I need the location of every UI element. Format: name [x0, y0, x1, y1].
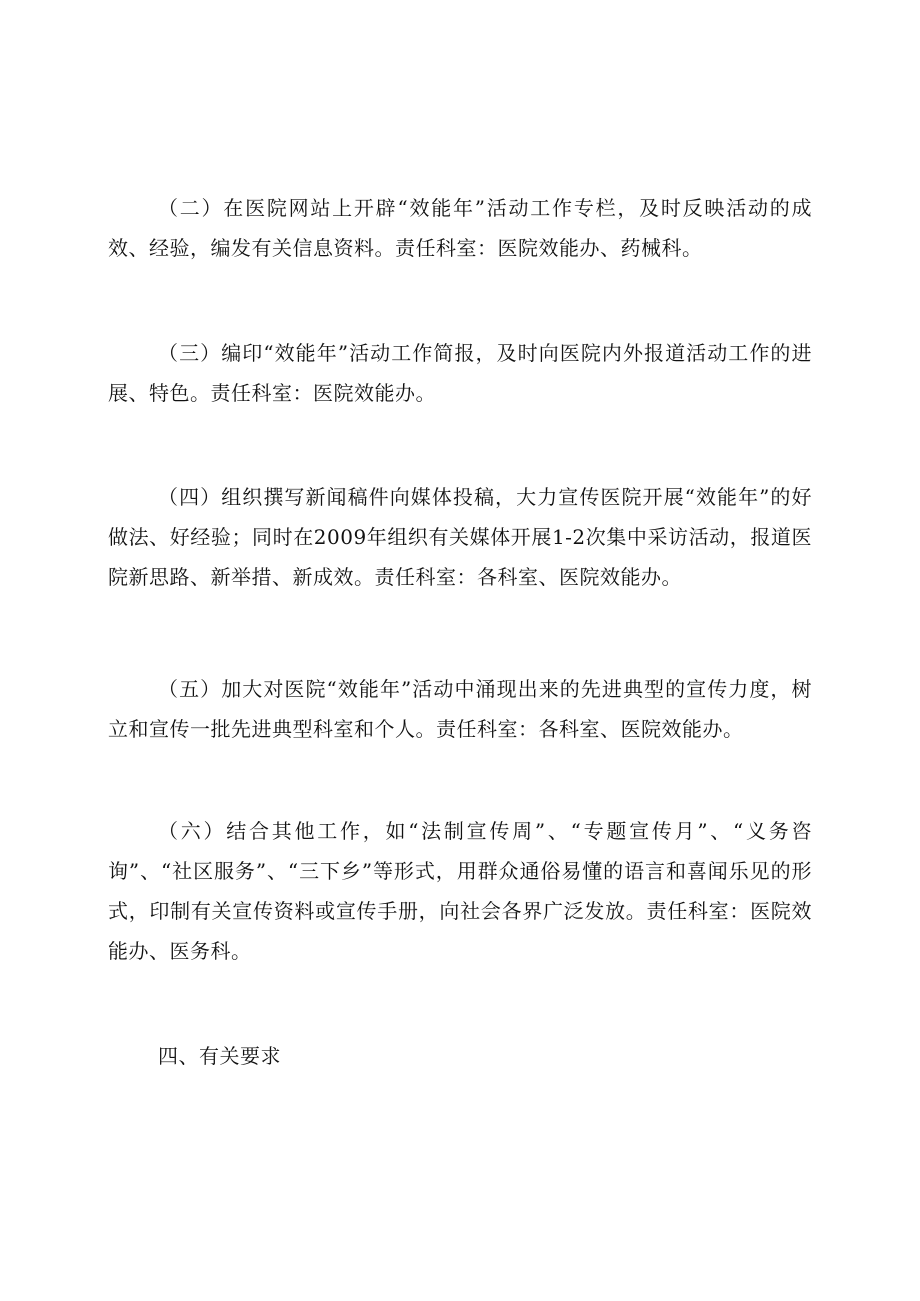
section-heading: 四、有关要求 — [158, 1044, 281, 1068]
paragraph-item-6: （六）结合其他工作，如“法制宣传周”、“专题宣传月”、“义务咨询”、“社区服务”、“三下乡”等形式，用群众通俗易懂的语言和喜闻乐见的形式，印制有关宣传资料或宣传手册，向社会各界广泛发放。责任科室：医院效能办、医务科。 — [108, 819, 812, 963]
paragraph-item-5: （五）加大对医院“效能年”活动中涌现出来的先进典型的宣传力度，树立和宣传一批先进典型科室和个人。责任科室：各科室、医院效能办。 — [108, 677, 812, 741]
paragraph-item-3: （三）编印“效能年”活动工作简报，及时向医院内外报道活动工作的进展、特色。责任科室：医院效能办。 — [108, 341, 812, 405]
paragraph-item-2: （二）在医院网站上开辟“效能年”活动工作专栏，及时反映活动的成效、经验，编发有关信息资料。责任科室：医院效能办、药械科。 — [108, 196, 812, 260]
paragraph-item-4: （四）组织撰写新闻稿件向媒体投稿，大力宣传医院开展“效能年”的好做法、好经验；同时在2009年组织有关媒体开展1-2次集中采访活动，报道医院新思路、新举措、新成效。责任科室：各科室、医院效能办。 — [108, 485, 812, 589]
